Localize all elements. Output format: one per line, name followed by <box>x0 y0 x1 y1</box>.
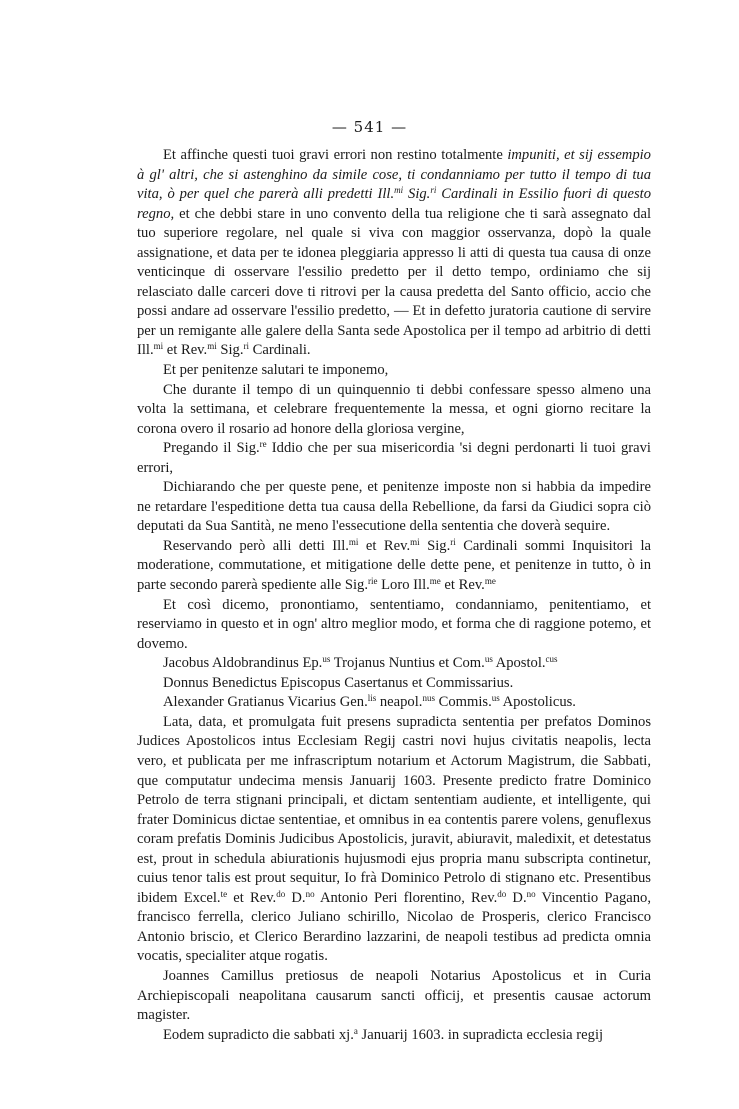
superscript-abbreviation: no <box>526 888 536 899</box>
superscript-abbreviation: mi <box>207 341 217 352</box>
text-run: Et per penitenze salutari te imponemo, <box>163 362 389 379</box>
superscript-abbreviation: re <box>259 439 267 450</box>
text-run: Sig. <box>419 537 451 554</box>
text-run: Cardinali sommi Inquisitori la moderatione, commutatione, et mitigatione delle dette pene, et penitenze in tutto, ò in parte secondo parerà spediente alle Sig. <box>137 537 651 594</box>
text-run: Et affinche questi tuoi gravi errori non restino totalmente <box>163 147 508 163</box>
superscript-abbreviation: me <box>484 576 496 587</box>
superscript-abbreviation: te <box>220 888 228 899</box>
superscript-abbreviation: do <box>497 888 507 899</box>
superscript-abbreviation: cus <box>545 654 558 665</box>
superscript-abbreviation: ri <box>430 185 437 196</box>
text-run: Trojanus Nuntius et Com. <box>330 655 485 672</box>
superscript-abbreviation: mi <box>410 536 420 547</box>
superscript-abbreviation: mi <box>394 185 404 196</box>
paragraph-closing <box>137 1026 651 1046</box>
text-run: et Rev. <box>163 342 208 359</box>
text-run: et che debbi stare in uno convento della tua religione che ti sarà assegnato dal tuo superiore regolare, nel quale si viva con maggior osservanza, dopò la quale assignatione, et data per te idonea pleggiaria appresso li atti di questa tua causa di onze venticinque di osservare l'essilio predetto per il detto tempo, ordiniamo che sij relasciato dalle carceri dove ti ritrovi per la causa predetta del Santo officio, accio che possi andare ad osservare l'essilio predetto, — Et in defetto juratoria cautione di servire per un remigante alle galere della Santa sede Apostolica per il tempo ad arbitrio di detti Ill. <box>137 205 651 359</box>
body-text <box>137 146 651 1045</box>
italic-text: Sig. <box>403 186 431 203</box>
signature-gratianus <box>137 693 651 713</box>
text-run: Eodem supradicto die sabbati xj. <box>163 1026 354 1043</box>
paragraph-sentence <box>137 146 651 361</box>
signature-aldobrandinus <box>137 654 651 674</box>
superscript-abbreviation: ri <box>243 341 249 352</box>
text-run: Januarij 1603. in supradicta ecclesia regij <box>357 1026 604 1043</box>
superscript-abbreviation: nus <box>422 693 435 704</box>
text-run: Cardinali. <box>248 342 311 359</box>
text-run: et Rev. <box>358 537 411 554</box>
text-run: et Rev. <box>227 889 277 906</box>
text-run: Vincentio Pagano, francisco ferrella, clerico Juliano schirillo, Nicolao de Prosperis, clerico Francisco Antonio briscio, et Clerico Berardino lazzarini, de neapoli testibus ad predicta omnia vocatis, specialiter atque rogatis. <box>137 889 651 965</box>
paragraph-declaration <box>137 478 651 537</box>
superscript-abbreviation: mi <box>153 341 164 352</box>
text-run: Apostol. <box>492 655 546 672</box>
text-run: Che durante il tempo di un quinquennio ti debbi confessare spesso almeno una volta la settimana, et celebrare frequentemente la messa, et ogni giorno recitare la corona overo il rosario ad honore della gloriosa vergine, <box>137 381 651 437</box>
text-run: Donnus Benedictus Episcopus Casertanus et Commissarius. <box>163 674 514 691</box>
text-run: Apostolicus. <box>499 694 576 711</box>
paragraph-notary <box>137 967 651 1026</box>
text-run: D. <box>506 889 527 906</box>
superscript-abbreviation: lis <box>367 693 377 704</box>
superscript-abbreviation: us <box>484 654 493 665</box>
superscript-abbreviation: rie <box>367 576 378 587</box>
page-number: — 541 — <box>331 118 408 136</box>
text-run: et Rev. <box>440 577 485 594</box>
superscript-abbreviation: me <box>429 576 441 587</box>
text-run: Et così dicemo, pronontiamo, sententiamo, condanniamo, penitentiamo, et reserviamo in questo et in ogn' altro meglior modo, et forma che di raggione potemo, et dovemo. <box>137 596 651 652</box>
text-run: Reservando però alli detti Ill. <box>163 537 349 554</box>
superscript-abbreviation: mi <box>348 536 359 547</box>
text-run: Pregando il Sig. <box>163 440 260 457</box>
text-run: Antonio Peri florentino, Rev. <box>314 889 498 906</box>
text-run: Joannes Camillus pretiosus de neapoli Notarius Apostolicus et in Curia Archiepiscopali neapolitana causarum sancti officij, et presentis causae actorum magister. <box>137 967 651 1024</box>
text-run: Alexander Gratianus Vicarius Gen. <box>163 694 368 711</box>
paragraph-pronouncement <box>137 596 651 655</box>
signature-benedictus <box>137 674 651 694</box>
text-run: Iddio che per sua misericordia 'si degni perdonarti li tuoi gravi errori, <box>137 440 651 476</box>
italic-text: impuniti, et sij essempio à gl' altri, che si astenghino da simile cose, ti condanniamo per tutto il tempo di tua vita, ò per quel che parerà alli predetti Ill. <box>137 147 651 203</box>
paragraph-prayer <box>137 439 651 478</box>
text-run: Lata, data, et promulgata fuit presens supradicta sententia per prefatos Dominos Judices Apostolicos intus Ecclesiam Regij castri novi hujus civitatis neapolis, lecta vero, et publicata per me infrascriptum notarium et Actorum Magistrum, die Sabbati, que computatur undecima mensis Januarij 1603. Presente predicto fratre Dominico Petrolo de terra stignani principali, et dictam sententiam audiente, et intelligente, qui frater Dominicus dictae sententiae, et omnibus in ea contentis parere volens, genuflexus coram prefatis Dominis Judicibus Apostolicis, juravit, abiuravit, maledixit, et detestatus est, prout in schedula abiurationis hujusmodi ejus propria manu subscripta continetur, cuius tenor talis est prout sequitur, Io frà Dominico Petrolo di stignano etc. Presentibus ibidem Excel. <box>137 713 651 906</box>
superscript-abbreviation: ri <box>450 536 456 547</box>
paragraph-reservation <box>137 537 651 596</box>
superscript-abbreviation: us <box>491 693 500 704</box>
text-run: neapol. <box>376 694 423 711</box>
text-run: Commis. <box>434 694 492 711</box>
text-run: Loro Ill. <box>377 577 430 594</box>
paragraph-penance-intro <box>137 361 651 381</box>
superscript-abbreviation: do <box>276 888 286 899</box>
paragraph-promulgation <box>137 713 651 967</box>
text-run: D. <box>285 889 306 906</box>
superscript-abbreviation: a <box>353 1025 358 1036</box>
superscript-abbreviation: us <box>322 654 331 665</box>
text-run: Dichiarando che per queste pene, et penitenze imposte non si habbia da impedire ne retardare l'espeditione detta tua causa della Rebellione, da farsi da Giudici sopra ciò deputati da Sua Santità, ne meno l'essecutione della sententia che doverà sequire. <box>137 479 651 535</box>
text-run: Sig. <box>216 342 244 359</box>
paragraph-confession <box>137 381 651 440</box>
text-run: Jacobus Aldobrandinus Ep. <box>163 655 323 672</box>
italic-text: Cardinali in Essilio fuori di questo regno, <box>137 186 651 222</box>
superscript-abbreviation: no <box>305 888 315 899</box>
